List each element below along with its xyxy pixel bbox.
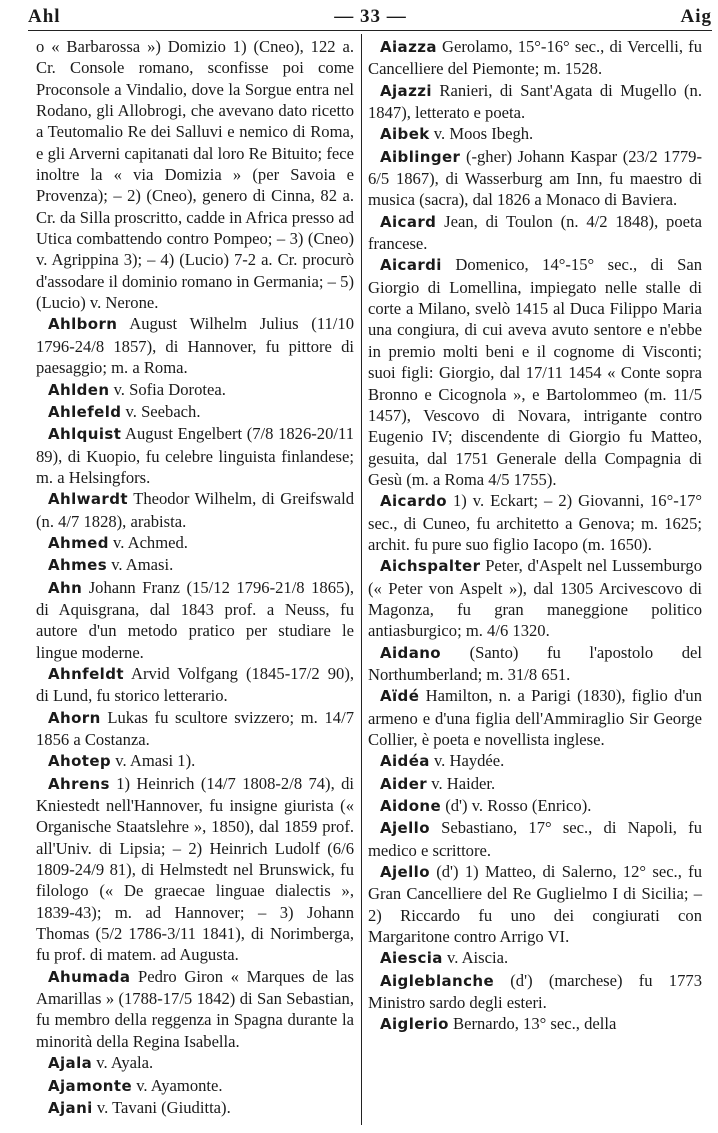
dictionary-entry xyxy=(368,1013,702,1035)
dictionary-entry xyxy=(36,577,354,663)
entry-text: (d') 1) Matteo, di Salerno, 12° sec., fu Gran Cancelliere del Re Guglielmo I di Sicilia; – 2) Riccardo fu uno dei congiurati con Margaritone contro Arrigo VI. xyxy=(368,862,702,947)
entry-headword: Aiglerio xyxy=(380,1015,449,1034)
dictionary-entry xyxy=(36,773,354,966)
dictionary-entry xyxy=(368,211,702,255)
entry-text: Jean, di Toulon (n. 4/2 1848), poeta francese. xyxy=(368,211,702,254)
entry-headword: Aider xyxy=(380,774,428,793)
entry-text: 1) v. Eckart; – 2) Giovanni, 16°-17° sec., di Cuneo, fu architetto a Genova; m. 1625; archit. fu pure suo figlio Iacopo (m. 1650). xyxy=(368,491,702,554)
dictionary-entry xyxy=(368,773,702,795)
page-number: — 33 — xyxy=(334,6,407,27)
entry-headword: Aiescia xyxy=(380,949,443,968)
entry-headword: Ajello xyxy=(380,863,430,882)
dictionary-entry xyxy=(368,947,702,969)
entry-headword: Aïdé xyxy=(380,687,420,706)
dictionary-entry xyxy=(36,379,354,401)
dictionary-entry xyxy=(36,1052,354,1074)
entry-headword: Ahlquist xyxy=(48,425,122,444)
entry-headword: Aiazza xyxy=(380,38,437,56)
dictionary-entry xyxy=(368,146,702,211)
dictionary-entry xyxy=(36,488,354,532)
entry-text: o « Barbarossa ») Domizio 1) (Cneo), 122 a. Cr. Console romano, sconfisse poi come Proconsole a Vindalio, dove la Sorgue entra nel Rodano, gli Allobrogi, che avevano dato ricetto a Teutomalio Re dei Salluvi e nemico di Roma, e gli Arverni capitanati dal loro Re Bituito; fece inoltre la « via Domizia » (per Savoia e Provenza); – 2) (Cneo), genero di Cinna, 82 a. Cr. da Silla proscritto, cadde in Africa presso ad Utica combattendo contro Pompeo; – 3) (Cneo) v. Agrippina 3); – 4) (Lucio) 7-2 a. Cr. procurò d'assodare il dominio romano in Germania; – 5) (Lucio) v. Nerone. xyxy=(36,37,354,313)
entry-text: Domenico, 14°-15° sec., di San Giorgio di Lomellina, impiegato nelle stalle di corte a Milano, svelò 1415 al Duca Filippo Maria una congiura, di cui aveva avuto sentore e n'ebbe in premio molti beni e il cognome di Visconti; suoi figli: Giorgio, dal 17/11 1454 « Conte sopra Bronno e Cicognola », e Bartolommeo (m. 11/5 1457), Vescovo di Novara, intrigante contro Eugenio IV; discendente di Giorgio fu Matteo, gesuita, dal 1751 Generale della Compagnia di Gesù (m. a Roma 4/5 1755). xyxy=(368,255,702,489)
entry-text: (d') v. Rosso (Enrico). xyxy=(445,796,592,816)
entry-headword: Aibek xyxy=(380,125,430,144)
entry-text: v. Ayala. xyxy=(96,1053,154,1073)
dictionary-entry xyxy=(36,966,354,1052)
entry-headword: Ahmes xyxy=(48,556,108,575)
entry-text: (d') (marchese) fu 1773 Ministro sardo degli esteri. xyxy=(368,970,702,1013)
dictionary-entry xyxy=(36,36,354,313)
entry-text: v. Haydée. xyxy=(433,751,505,771)
entry-text: August Engelbert (7/8 1826-20/11 89), di Kuopio, fu celebre linguista finlandese; m. a Helsingfors. xyxy=(36,424,354,487)
dictionary-entry xyxy=(368,254,702,490)
dictionary-entry xyxy=(36,401,354,423)
entry-headword: Ahlborn xyxy=(48,315,118,334)
entry-headword: Aidone xyxy=(380,797,442,816)
entry-headword: Aicardi xyxy=(380,256,442,275)
entry-text: Arvid Volfgang (1845-17/2 90), di Lund, fu storico letterario. xyxy=(36,663,354,706)
entry-text: (Santo) fu l'apostolo del Northumberland; m. 31/8 651. xyxy=(368,642,702,684)
entry-text: v. Sofia Dorotea. xyxy=(113,379,226,399)
dictionary-entry xyxy=(368,490,702,555)
entry-headword: Ajazzi xyxy=(380,81,432,100)
entry-headword: Aidéa xyxy=(380,752,430,771)
entry-headword: Ahlwardt xyxy=(48,490,128,509)
dictionary-entry xyxy=(368,795,702,817)
dictionary-entry xyxy=(368,817,702,861)
entry-text: Johann Franz (15/12 1796-21/8 1865), di Aquisgrana, dal 1843 prof. a Neuss, fu autore d'un metodo pratico per studiare le lingue moderne. xyxy=(36,577,354,662)
left-column xyxy=(36,36,354,1119)
dictionary-entry xyxy=(368,750,702,772)
dictionary-entry xyxy=(36,1075,354,1097)
dictionary-entry xyxy=(36,663,354,707)
entry-headword: Ahorn xyxy=(48,708,101,727)
entry-headword: Ajani xyxy=(48,1098,93,1117)
header-left-word: Ahl xyxy=(28,6,61,27)
column-divider xyxy=(361,34,362,1125)
entry-text: v. Aiscia. xyxy=(446,948,509,968)
page-header xyxy=(28,4,712,30)
dictionary-entry xyxy=(368,642,702,686)
dictionary-entry xyxy=(368,80,702,124)
entry-headword: Ajala xyxy=(48,1054,93,1073)
dictionary-entry xyxy=(368,36,702,80)
entry-headword: Aiblinger xyxy=(380,147,461,166)
dictionary-entry xyxy=(368,685,702,750)
entry-headword: Ahlefeld xyxy=(48,402,122,421)
entry-text: v. Haider. xyxy=(431,773,496,793)
entry-headword: Aicard xyxy=(380,212,437,231)
entry-text: 1) Heinrich (14/7 1808-2/8 74), di Kniestedt nell'Hannover, fu insigne giurista (« Organische Staatslehre », 1850), dal 1859 prof. all'Univ. di Lipsia; – 2) Heinrich Ludolf (6/6 1809-24/9 81), di Helmstedt nel Brunswick, fu filologo (« De graecae linguae dialectis », 1839-43); m. ad Hannover; – 3) Johann Thomas (5/2 1786-3/11 1841), di Norimberga, fu prof. di matem. ad Augusta. xyxy=(36,773,354,965)
dictionary-entry xyxy=(36,554,354,576)
header-rule xyxy=(28,30,712,31)
right-column xyxy=(368,36,702,1036)
entry-headword: Ahnfeldt xyxy=(48,664,124,683)
entry-text: Sebastiano, 17° sec., di Napoli, fu medico e scrittore. xyxy=(368,818,702,860)
entry-headword: Ajamonte xyxy=(48,1076,133,1095)
entry-text: v. Seebach. xyxy=(125,401,201,421)
entry-text: v. Achmed. xyxy=(112,532,188,552)
entry-headword: Aidano xyxy=(380,643,441,662)
entry-text: (-gher) Johann Kaspar (23/2 1779-6/5 1867), di Wasserburg am Inn, fu maestro di musica (sacra), dal 1826 a Monaco di Baviera. xyxy=(368,146,703,210)
entry-text: Gerolamo, 15°-16° sec., di Vercelli, fu Cancelliere del Piemonte; m. 1528. xyxy=(368,37,702,79)
entry-headword: Aigleblanche xyxy=(380,971,495,990)
entry-text: Bernardo, 13° sec., della xyxy=(453,1014,617,1034)
entry-headword: Ahotep xyxy=(48,752,112,771)
dictionary-entry xyxy=(368,123,702,145)
dictionary-entry xyxy=(368,555,702,641)
entry-text: v. Moos Ibegh. xyxy=(433,124,534,144)
entry-text: v. Ayamonte. xyxy=(136,1075,223,1095)
entry-headword: Ajello xyxy=(380,819,430,838)
entry-headword: Ahlden xyxy=(48,380,110,399)
entry-text: v. Amasi 1). xyxy=(115,751,196,771)
header-right-word: Aig xyxy=(680,6,712,27)
dictionary-entry xyxy=(36,750,354,772)
dictionary-entry xyxy=(36,423,354,488)
entry-headword: Ahmed xyxy=(48,533,109,552)
entry-headword: Ahn xyxy=(48,578,83,597)
entry-headword: Aichspalter xyxy=(380,557,481,576)
dictionary-entry xyxy=(36,313,354,378)
entry-text: v. Tavani (Giuditta). xyxy=(96,1097,231,1117)
entry-text: Ranieri, di Sant'Agata di Mugello (n. 1847), letterato e poeta. xyxy=(368,80,702,123)
entry-text: Pedro Giron « Marques de las Amarillas » (1788-17/5 1842) di San Sebastian, fu membro della reggenza in Spagna durante la minorità della Regina Isabella. xyxy=(36,966,354,1051)
dictionary-entry xyxy=(36,532,354,554)
dictionary-entry xyxy=(36,1097,354,1119)
entry-headword: Ahrens xyxy=(48,774,110,793)
entry-text: Lukas fu scultore svizzero; m. 14/7 1856 a Costanza. xyxy=(36,707,354,749)
entry-text: August Wilhelm Julius (11/10 1796-24/8 1857), di Hannover, fu pittore di paesaggio; m. a Roma. xyxy=(36,314,355,378)
entry-text: v. Amasi. xyxy=(111,555,174,575)
entry-headword: Ahumada xyxy=(48,967,131,986)
entry-text: Theodor Wilhelm, di Greifswald (n. 4/7 1828), arabista. xyxy=(36,489,354,531)
dictionary-entry xyxy=(368,970,702,1014)
entry-text: Hamilton, n. a Parigi (1830), figlio d'un armeno e d'una figlia dell'Ammiraglio Sir George Collier, è poeta e novellista inglese. xyxy=(368,686,702,749)
dictionary-entry xyxy=(36,707,354,751)
entry-text: Peter, d'Aspelt nel Lussemburgo (« Peter von Aspelt »), dal 1305 Arcivescovo di Magonza, fu gran maneggione politico antiasburgico; m. 4/6 1320. xyxy=(368,556,702,641)
dictionary-entry xyxy=(368,861,702,947)
entry-headword: Aicardo xyxy=(380,492,448,511)
